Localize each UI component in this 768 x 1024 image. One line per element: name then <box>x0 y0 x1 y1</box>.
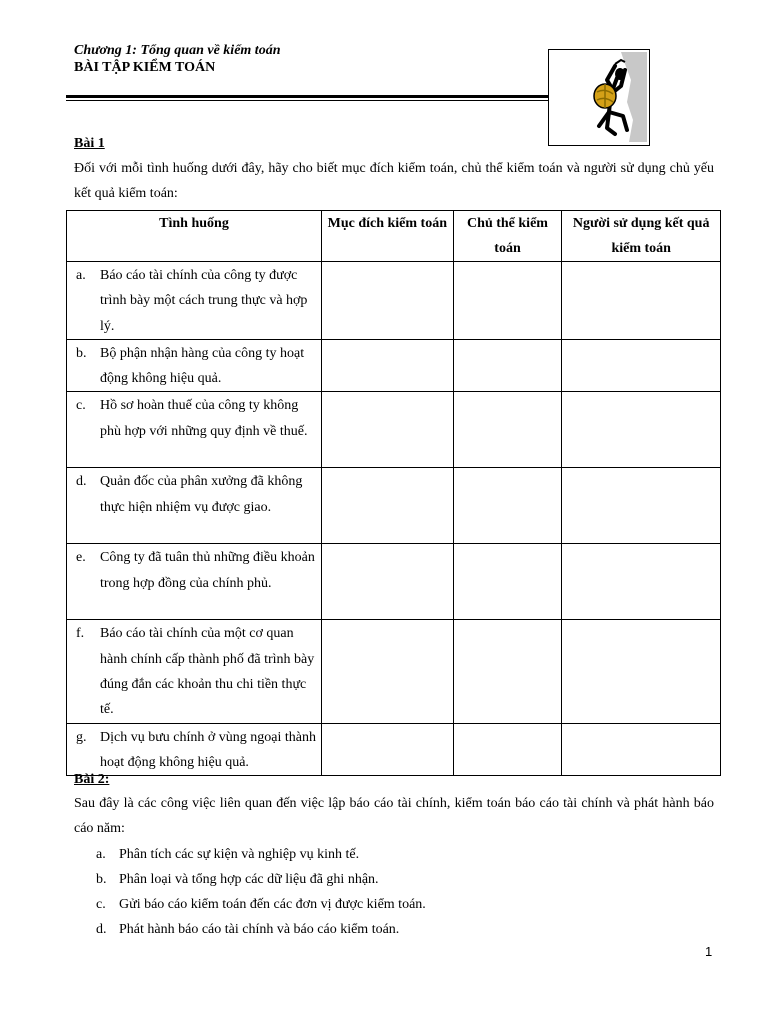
exercise-2-intro: Sau đây là các công việc liên quan đến việc lập báo cáo tài chính, kiểm toán báo cáo tài chính và phát hành báo cáo năm: <box>74 796 714 836</box>
list-letter: d. <box>96 922 107 937</box>
list-text: Phân loại và tổng hợp các dữ liệu đã ghi nhận. <box>119 872 379 887</box>
user-cell[interactable] <box>562 262 721 340</box>
situation-cell <box>67 620 322 723</box>
document-title: BÀI TẬP KIỂM TOÁN <box>74 60 216 75</box>
auditor-cell[interactable] <box>453 262 562 340</box>
purpose-cell[interactable] <box>321 620 453 723</box>
list-letter: c. <box>96 897 106 912</box>
column-header-user: Người sử dụng kết quả kiểm toán <box>562 211 721 262</box>
situation-cell <box>67 723 322 776</box>
header-rule-thin <box>66 100 548 101</box>
column-header-situation: Tình huống <box>67 211 322 262</box>
situation-letter: c. <box>76 398 86 414</box>
purpose-cell[interactable] <box>321 392 453 468</box>
purpose-cell[interactable] <box>321 262 453 340</box>
purpose-cell[interactable] <box>321 723 453 776</box>
list-item <box>96 842 426 867</box>
situation-letter: a. <box>76 268 86 283</box>
situation-cell <box>67 468 322 544</box>
exercise-2-list <box>96 842 426 942</box>
auditor-cell[interactable] <box>453 620 562 723</box>
column-header-purpose: Mục đích kiểm toán <box>321 211 453 262</box>
table-row <box>67 468 721 544</box>
list-item <box>96 917 426 942</box>
auditor-cell[interactable] <box>453 723 562 776</box>
list-text: Gửi báo cáo kiểm toán đến các đơn vị được kiểm toán. <box>119 897 426 912</box>
exercise-1-table <box>66 210 721 776</box>
user-cell[interactable] <box>562 544 721 620</box>
table-row <box>67 262 721 340</box>
exercise-2-title: Bài 2: <box>74 772 110 787</box>
climber-logo <box>548 49 650 146</box>
situation-cell <box>67 544 322 620</box>
situation-letter: d. <box>76 474 87 490</box>
situation-text: Báo cáo tài chính của công ty được trình bày một cách trung thực và hợp lý. <box>100 268 308 334</box>
situation-letter: g. <box>76 729 87 745</box>
exercise-1-intro: Đối với mỗi tình huống dưới đây, hãy cho biết mục đích kiểm toán, chủ thể kiểm toán và người sử dụng chủ yếu kết quả kiểm toán: <box>74 161 714 201</box>
situation-text: Công ty đã tuân thủ những điều khoản trong hợp đồng của chính phủ. <box>100 550 315 591</box>
header-rule-thick <box>66 95 548 98</box>
user-cell[interactable] <box>562 723 721 776</box>
situation-letter: e. <box>76 550 86 566</box>
list-letter: a. <box>96 847 106 862</box>
situation-cell <box>67 262 322 340</box>
situation-text: Quản đốc của phân xưởng đã không thực hiện nhiệm vụ được giao. <box>100 474 303 515</box>
situation-text: Dịch vụ bưu chính ở vùng ngoại thành hoạt động không hiệu quả. <box>100 729 317 770</box>
table-row <box>67 339 721 392</box>
table-row <box>67 620 721 723</box>
situation-text: Báo cáo tài chính của một cơ quan hành chính cấp thành phố đã trình bày đúng đắn các khoản thu chi tiền thực tế. <box>100 626 315 718</box>
user-cell[interactable] <box>562 620 721 723</box>
list-text: Phân tích các sự kiện và nghiệp vụ kinh tế. <box>119 847 360 862</box>
situation-letter: f. <box>76 626 85 642</box>
page-number: 1 <box>705 944 713 959</box>
auditor-cell[interactable] <box>453 392 562 468</box>
column-header-auditor: Chủ thể kiểm toán <box>453 211 562 262</box>
climber-icon <box>549 50 649 145</box>
user-cell[interactable] <box>562 468 721 544</box>
user-cell[interactable] <box>562 392 721 468</box>
situation-text: Hồ sơ hoàn thuế của công ty không phù hợp với những quy định về thuế. <box>100 398 308 439</box>
situation-text: Bộ phận nhận hàng của công ty hoạt động không hiệu quả. <box>100 345 305 387</box>
page-header <box>74 42 280 76</box>
list-item <box>96 892 426 917</box>
situation-letter: b. <box>76 345 87 361</box>
list-letter: b. <box>96 872 107 887</box>
purpose-cell[interactable] <box>321 544 453 620</box>
table-row <box>67 544 721 620</box>
list-item <box>96 867 426 892</box>
situation-cell <box>67 392 322 468</box>
table-row <box>67 723 721 776</box>
purpose-cell[interactable] <box>321 339 453 392</box>
table-row <box>67 392 721 468</box>
purpose-cell[interactable] <box>321 468 453 544</box>
user-cell[interactable] <box>562 339 721 392</box>
auditor-cell[interactable] <box>453 339 562 392</box>
chapter-heading: Chương 1: Tổng quan về kiểm toán <box>74 43 281 58</box>
auditor-cell[interactable] <box>453 544 562 620</box>
list-text: Phát hành báo cáo tài chính và báo cáo kiểm toán. <box>119 922 400 937</box>
table-header-row <box>67 211 721 262</box>
exercise-1-title: Bài 1 <box>74 136 105 151</box>
auditor-cell[interactable] <box>453 468 562 544</box>
situation-cell <box>67 339 322 392</box>
